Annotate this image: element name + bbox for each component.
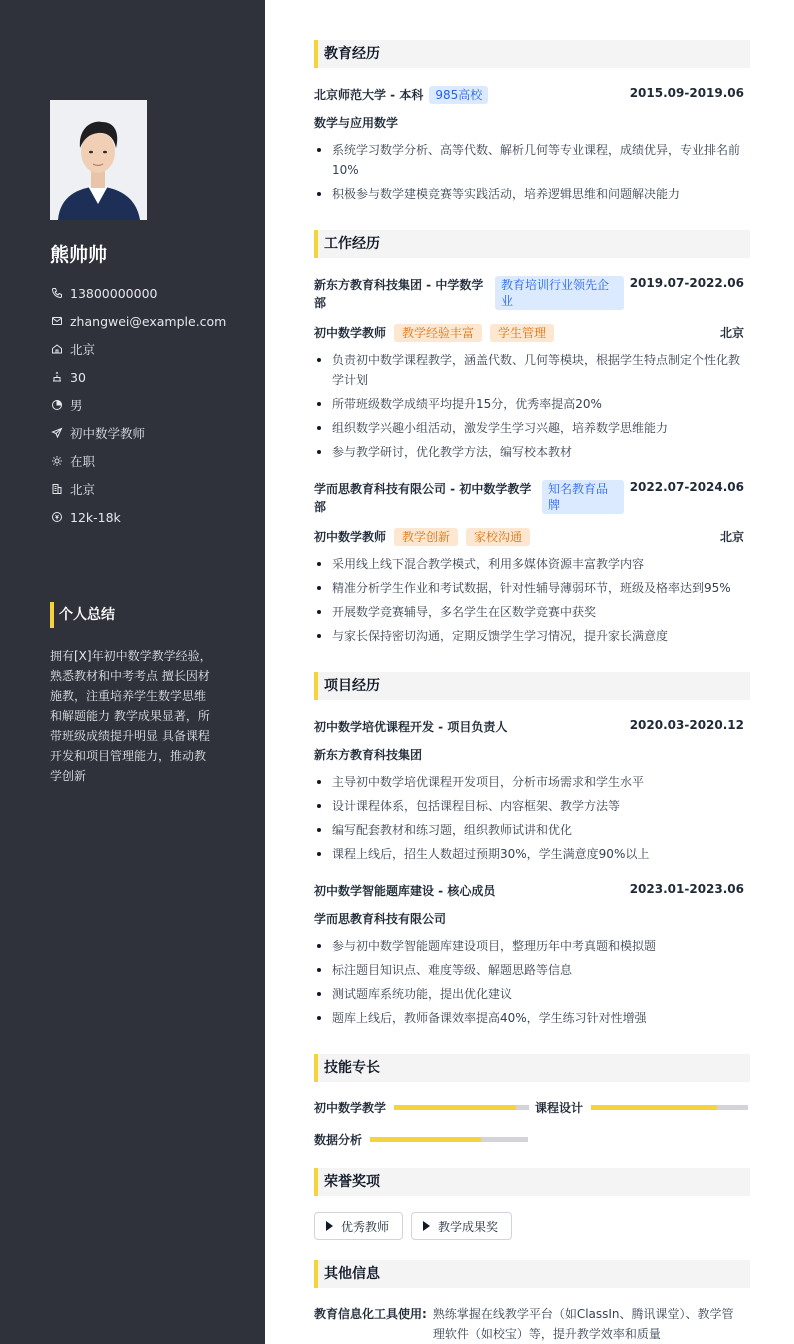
job-bullets bbox=[314, 554, 744, 650]
job-role-row bbox=[314, 324, 744, 342]
list-item: 负责初中数学课程教学，涵盖代数、几何等模块，根据学生特点制定个性化教学计划 bbox=[314, 350, 744, 390]
skill-bar-fill bbox=[591, 1105, 717, 1110]
honor-label: 优秀教师 bbox=[341, 1219, 390, 1234]
contact-status bbox=[50, 447, 250, 475]
project-date: 2023.01-2023.06 bbox=[629, 882, 744, 896]
skill-bar-fill bbox=[370, 1137, 481, 1142]
education-section-title: 教育经历 bbox=[314, 40, 750, 68]
contact-gender bbox=[50, 391, 250, 419]
education-header bbox=[314, 86, 744, 104]
job-role: 初中数学教师 bbox=[314, 530, 387, 544]
list-item: 题库上线后，教师备课效率提高40%，学生练习针对性增强 bbox=[314, 1008, 744, 1028]
other-info-row bbox=[314, 1304, 744, 1344]
skill-bar-fill bbox=[394, 1105, 516, 1110]
list-item: 采用线上线下混合教学模式，利用多媒体资源丰富教学内容 bbox=[314, 554, 744, 574]
company-tag: 知名教育品牌 bbox=[542, 480, 624, 514]
list-item: 所带班级数学成绩平均提升15分，优秀率提高20% bbox=[314, 394, 744, 414]
skill-bar bbox=[591, 1105, 748, 1110]
list-item: 编写配套教材和练习题，组织教师试讲和优化 bbox=[314, 820, 744, 840]
contact-value: 在职 bbox=[70, 454, 96, 469]
skill-bar bbox=[370, 1137, 528, 1142]
education-bullets bbox=[314, 140, 744, 208]
role-tag: 家校沟通 bbox=[466, 528, 530, 546]
contact-value: 12k-18k bbox=[70, 509, 121, 525]
other-info-value: 熟练掌握在线教学平台（如ClassIn、腾讯课堂）、教学管理软件（如校宝）等，提升教学效率和质量 bbox=[432, 1307, 734, 1341]
profile-photo bbox=[50, 100, 147, 220]
contact-value: 北京 bbox=[70, 482, 96, 497]
list-item: 参与教学研讨，优化教学方法，编写校本教材 bbox=[314, 442, 744, 462]
project-name: 初中数学智能题库建设 - 核心成员 bbox=[314, 884, 496, 898]
role-tag: 教学经验丰富 bbox=[394, 324, 482, 342]
list-item: 主导初中数学培优课程开发项目，分析市场需求和学生水平 bbox=[314, 772, 744, 792]
contact-email bbox=[50, 307, 250, 335]
list-item: 精准分析学生作业和考试数据，针对性辅导薄弱环节，班级及格率达到95% bbox=[314, 578, 744, 598]
contact-list bbox=[50, 279, 250, 531]
age-icon bbox=[50, 370, 64, 384]
building-icon bbox=[50, 482, 64, 496]
list-item: 测试题库系统功能，提出优化建议 bbox=[314, 984, 744, 1004]
skills-section-title: 技能专长 bbox=[314, 1054, 750, 1082]
role-tag: 学生管理 bbox=[490, 324, 554, 342]
send-icon bbox=[50, 426, 64, 440]
skill-bar bbox=[394, 1105, 529, 1110]
contact-value: zhangwei@example.com bbox=[70, 313, 227, 329]
summary-title: 个人总结 bbox=[50, 602, 209, 628]
job-role-row bbox=[314, 528, 744, 546]
project-name: 初中数学培优课程开发 - 项目负责人 bbox=[314, 720, 508, 734]
contact-address bbox=[50, 335, 250, 363]
contact-position bbox=[50, 419, 250, 447]
contact-value: 初中数学教师 bbox=[70, 426, 146, 441]
other-section-title: 其他信息 bbox=[314, 1260, 750, 1288]
project-bullets bbox=[314, 772, 744, 868]
job-bullets bbox=[314, 350, 744, 466]
play-triangle-icon bbox=[423, 1221, 430, 1231]
honor-badge bbox=[314, 1212, 403, 1240]
contact-city bbox=[50, 475, 250, 503]
list-item: 与家长保持密切沟通，定期反馈学生学习情况，提升家长满意度 bbox=[314, 626, 744, 646]
school-name: 北京师范大学 - 本科 bbox=[314, 88, 424, 102]
contact-age bbox=[50, 363, 250, 391]
job-location: 北京 bbox=[719, 530, 744, 544]
other-info-key: 教育信息化工具使用: bbox=[314, 1307, 427, 1321]
project-org: 学而思教育科技有限公司 bbox=[314, 912, 447, 926]
honor-badge bbox=[411, 1212, 512, 1240]
skill-name: 初中数学教学 bbox=[314, 1101, 387, 1115]
honors-section-title: 荣誉奖项 bbox=[314, 1168, 750, 1196]
list-item: 标注题目知识点、难度等级、解题思路等信息 bbox=[314, 960, 744, 980]
honor-label: 教学成果奖 bbox=[438, 1219, 499, 1234]
job-location: 北京 bbox=[719, 326, 744, 340]
list-item: 系统学习数学分析、高等代数、解析几何等专业课程，成绩优异，专业排名前10% bbox=[314, 140, 744, 180]
project-org: 新东方教育科技集团 bbox=[314, 748, 423, 762]
list-item: 参与初中数学智能题库建设项目，整理历年中考真题和模拟题 bbox=[314, 936, 744, 956]
contact-value: 13800000000 bbox=[70, 285, 158, 301]
list-item: 组织数学兴趣小组活动，激发学生学习兴趣，培养数学思维能力 bbox=[314, 418, 744, 438]
list-item: 课程上线后，招生人数超过预期30%，学生满意度90%以上 bbox=[314, 844, 744, 864]
contact-phone bbox=[50, 279, 250, 307]
profile-name: 熊帅帅 bbox=[50, 244, 108, 266]
job-header bbox=[314, 276, 744, 312]
contact-value: 30 bbox=[70, 369, 86, 385]
company-tag: 教育培训行业领先企业 bbox=[495, 276, 624, 310]
project-date: 2020.03-2020.12 bbox=[629, 718, 744, 732]
summary-text: 拥有[X]年初中数学教学经验，熟悉教材和中考考点 擅长因材施教，注重培养学生数学思维和解题能力 教学成果显著，所带班级成绩提升明显 具备课程开发和项目管理能力，推动教学创新 bbox=[50, 649, 212, 783]
list-item: 设计课程体系，包括课程目标、内容框架、教学方法等 bbox=[314, 796, 744, 816]
project-bullets bbox=[314, 936, 744, 1032]
skill-name: 数据分析 bbox=[314, 1133, 363, 1147]
phone-icon bbox=[50, 286, 64, 300]
salary-icon bbox=[50, 510, 64, 524]
education-date: 2015.09-2019.06 bbox=[629, 86, 744, 100]
job-header bbox=[314, 480, 744, 516]
gender-icon bbox=[50, 398, 64, 412]
mail-icon bbox=[50, 314, 64, 328]
work-section-title: 工作经历 bbox=[314, 230, 750, 258]
contact-salary bbox=[50, 503, 250, 531]
project-header bbox=[314, 882, 744, 899]
role-tag: 教学创新 bbox=[394, 528, 458, 546]
play-triangle-icon bbox=[326, 1221, 333, 1231]
contact-value: 男 bbox=[70, 398, 83, 413]
home-icon bbox=[50, 342, 64, 356]
projects-section-title: 项目经历 bbox=[314, 672, 750, 700]
contact-value: 北京 bbox=[70, 342, 96, 357]
company-name: 学而思教育科技有限公司 - 初中数学教学部 bbox=[314, 482, 532, 514]
job-date: 2022.07-2024.06 bbox=[629, 480, 744, 494]
project-header bbox=[314, 718, 744, 735]
list-item: 积极参与数学建模竞赛等实践活动，培养逻辑思维和问题解决能力 bbox=[314, 184, 744, 204]
sidebar bbox=[0, 0, 265, 1344]
skill-name: 课程设计 bbox=[535, 1101, 584, 1115]
list-item: 开展数学竞赛辅导，多名学生在区数学竞赛中获奖 bbox=[314, 602, 744, 622]
skill-item bbox=[314, 1099, 529, 1116]
school-tag: 985高校 bbox=[429, 86, 488, 104]
status-icon bbox=[50, 454, 64, 468]
skill-item bbox=[314, 1131, 528, 1148]
job-role: 初中数学教师 bbox=[314, 326, 387, 340]
education-major: 数学与应用数学 bbox=[314, 116, 399, 130]
skill-item bbox=[535, 1099, 748, 1116]
company-name: 新东方教育科技集团 - 中学数学部 bbox=[314, 278, 484, 310]
job-date: 2019.07-2022.06 bbox=[629, 276, 744, 290]
